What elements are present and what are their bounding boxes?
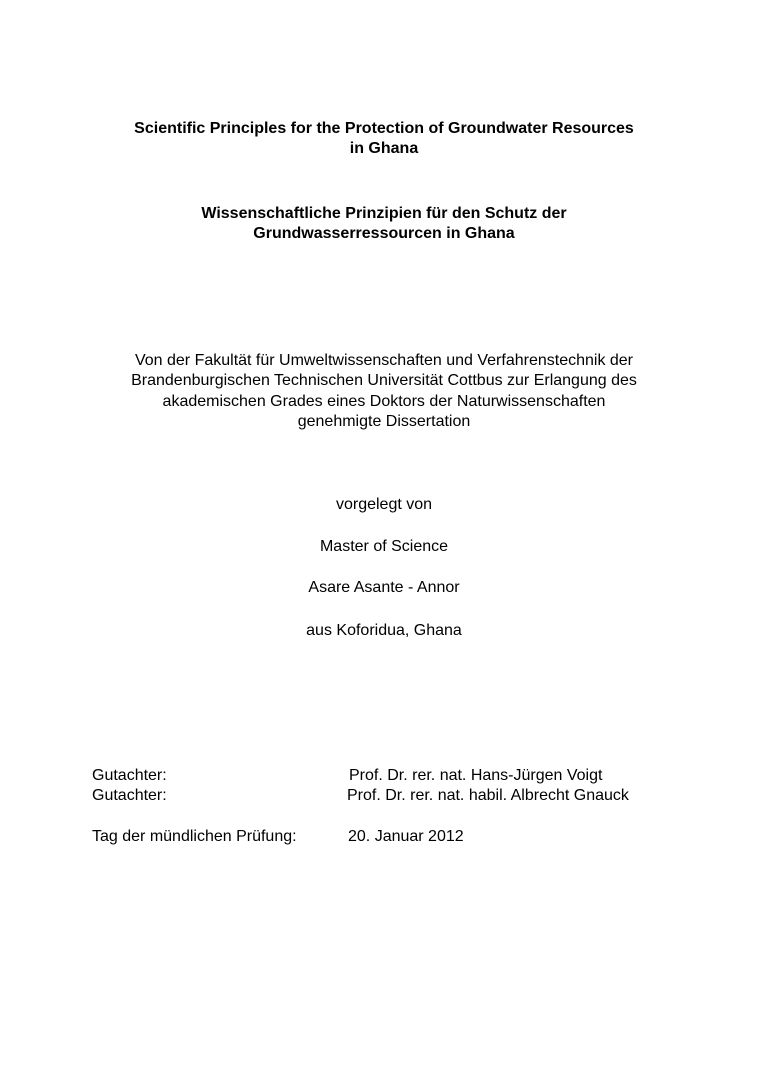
german-title-line-1: Wissenschaftliche Prinzipien für den Schutz der	[201, 205, 567, 222]
exam-date-label: Tag der mündlichen Prüfung:	[92, 828, 297, 845]
faculty-statement-line-1: Von der Fakultät für Umweltwissenschaften und Verfahrenstechnik der	[134, 352, 634, 369]
author-name: Asare Asante - Annor	[308, 579, 460, 596]
degree: Master of Science	[319, 538, 449, 555]
exam-date: 20. Januar 2012	[348, 828, 464, 845]
reviewer-2-label: Gutachter:	[92, 787, 167, 804]
presented-by: vorgelegt von	[335, 496, 433, 513]
author-origin: aus Koforidua, Ghana	[306, 622, 462, 639]
english-title-line-1: Scientific Principles for the Protection of Groundwater Resources	[134, 120, 634, 137]
german-title-line-2: Grundwasserressourcen in Ghana	[253, 225, 515, 242]
faculty-statement-line-3: akademischen Grades eines Doktors der Naturwissenschaften	[162, 393, 606, 410]
reviewer-2-name: Prof. Dr. rer. nat. habil. Albrecht Gnauck	[347, 787, 629, 804]
faculty-statement-line-2: Brandenburgischen Technischen Universität Cottbus zur Erlangung des	[131, 372, 637, 389]
reviewer-1-label: Gutachter:	[92, 767, 167, 784]
reviewer-1-name: Prof. Dr. rer. nat. Hans-Jürgen Voigt	[349, 767, 603, 784]
english-title-line-2: in Ghana	[349, 140, 419, 157]
faculty-statement-line-4: genehmigte Dissertation	[297, 413, 471, 430]
